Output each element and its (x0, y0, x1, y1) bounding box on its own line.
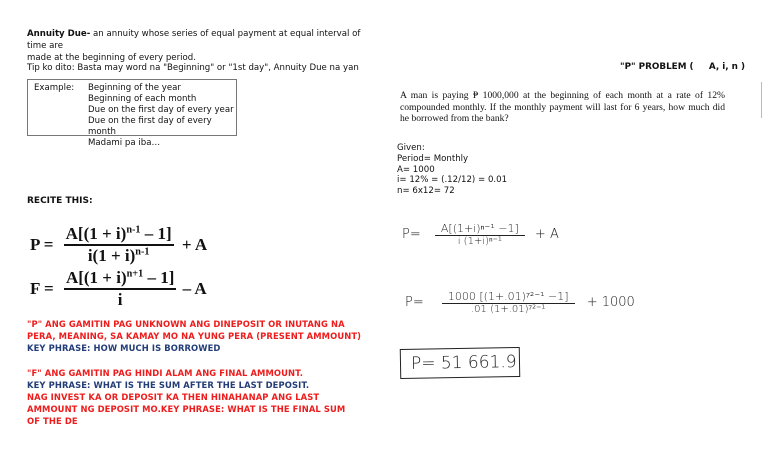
given-line: i= 12% = (.12/12) = 0.01 (397, 175, 508, 186)
p-notes (27, 318, 387, 354)
substitution-den: .01 (1+.01)⁷²⁻¹ (470, 304, 546, 315)
recite-heading: RECITE THIS: (27, 196, 93, 206)
example-list (88, 83, 236, 149)
f-note-4: OF THE DE (27, 416, 78, 426)
f-key-phrase: KEY PHRASE: WHAT IS THE SUM AFTER THE LAST DEPOSIT. (27, 380, 310, 390)
given-heading: Given: (397, 143, 425, 153)
handwritten-substitution (405, 290, 635, 315)
formula-p-lhs: P = (30, 235, 54, 254)
formula-p (30, 224, 207, 266)
substitution-lhs: P= (405, 295, 424, 310)
answer-text: P= 51 661.9 (410, 352, 517, 374)
p-note-1: "P" ANG GAMITIN PAG UNKNOWN ANG DINEPOSIT OR INUTANG NA (27, 319, 345, 329)
problem-text: A man is paying ₱ 1000,000 at the beginning of each month at a rate of 12% compounded monthly. If the monthly payment will last for 6 years, how much did he borrowed from the bank? (400, 90, 725, 124)
handwritten-num: A[(1+i)ⁿ⁻¹ −1] (435, 222, 525, 236)
handwritten-tail: + A (534, 227, 559, 242)
substitution-num: 1000 [(1+.01)⁷²⁻¹ −1] (442, 290, 575, 304)
exponent: n-1 (126, 224, 141, 236)
f-note-3: AMMOUNT NG DEPOSIT MO.KEY PHRASE: WHAT IS THE FINAL SUM (27, 404, 346, 414)
problem-title: "P" PROBLEM ( A, i, n ) (620, 62, 745, 72)
definition-term: Annuity Due- (27, 29, 91, 39)
answer-box (400, 347, 521, 379)
formula-p-num-end: – 1] (140, 224, 172, 243)
f-note-2: NAG INVEST KA OR DEPOSIT KA THEN HINAHANAP ANG LAST (27, 392, 320, 402)
example-box (27, 79, 237, 148)
formula-f-lhs: F = (30, 279, 54, 298)
definition-text-1: an annuity whose series of equal payment at equal interval of time are (27, 29, 361, 51)
formula-p-den: i(1 + i) (87, 246, 136, 265)
p-note-2: PERA, MEANING, SA KAMAY MO NA YUNG PERA (PRESENT AMMOUNT) (27, 331, 362, 341)
handwritten-lhs: P= (402, 227, 421, 242)
formula-f-num-end: – 1] (143, 268, 175, 287)
handwritten-den: i (1+i)ⁿ⁻¹ (457, 236, 502, 247)
handwritten-formula (402, 222, 559, 247)
example-item: Beginning of the year (88, 83, 181, 93)
exponent: n-1 (135, 246, 150, 258)
example-item: Due on the first day of every year (88, 105, 234, 115)
formula-f-num: A[(1 + i) (65, 268, 127, 287)
formula-f (30, 268, 207, 310)
given-line: Period= Monthly (397, 153, 469, 164)
formula-f-den: i (117, 290, 123, 309)
annuity-due-definition (27, 28, 367, 64)
given-line: n= 6x12= 72 (397, 186, 455, 197)
formula-p-tail: + A (181, 235, 208, 254)
given-line: A= 1000 (397, 164, 435, 175)
f-note-1: "F" ANG GAMITIN PAG HINDI ALAM ANG FINAL AMMOUNT. (27, 368, 303, 378)
definition-text-2: made at the beginning of every period. (27, 53, 196, 63)
exponent: n+1 (126, 268, 144, 280)
formula-p-num: A[(1 + i) (65, 224, 127, 243)
p-key-phrase: KEY PHRASE: HOW MUCH IS BORROWED (27, 343, 221, 353)
example-label: Example: (34, 83, 75, 93)
example-item: Due on the first day of every month (88, 116, 212, 137)
tip-text: Tip ko dito: Basta may word na "Beginning" or "1st day", Annuity Due na yan (27, 63, 359, 73)
formula-f-tail: – A (182, 279, 207, 298)
f-notes (27, 367, 387, 427)
given-block (397, 143, 507, 197)
example-item: Beginning of each month (88, 94, 197, 104)
substitution-tail: + 1000 (586, 295, 635, 310)
example-item: Madami pa iba… (88, 138, 161, 148)
divider (761, 82, 762, 118)
